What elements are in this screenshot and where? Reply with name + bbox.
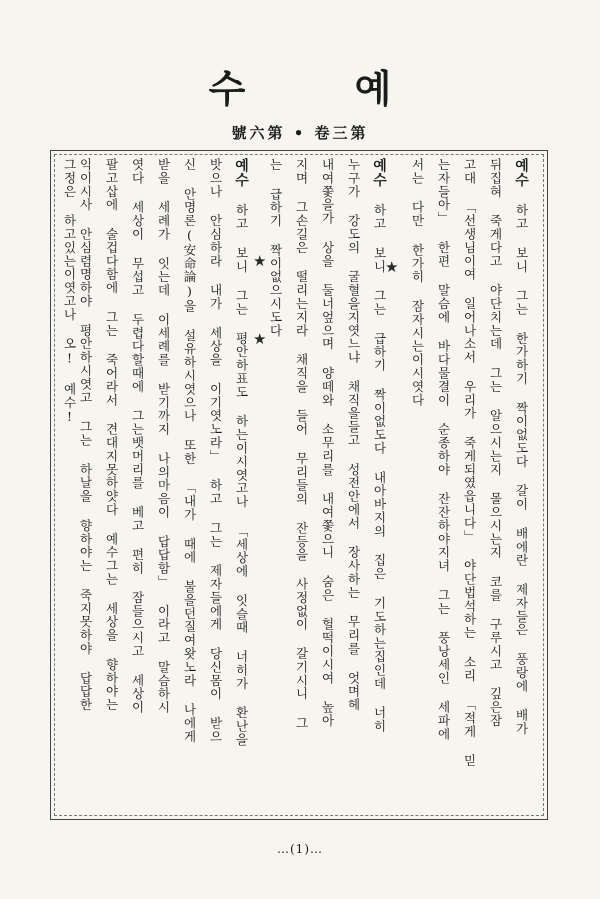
column-lead: 예수 [233, 158, 249, 188]
column-text: 밧으나 안심하라 내가 세상을 이기엿노라」 하고 그는 제자들에게 당신몸이 받으 [208, 158, 223, 744]
section-star-icon: ★ [385, 258, 399, 276]
column-text: 하고 보니 그는 평안하표도 하는이시엿고나 「세상에 잇슬때 너히가 환난을 [234, 187, 249, 747]
text-column [508, 158, 534, 810]
column-lead: 예수 [371, 158, 387, 188]
text-column [340, 158, 366, 810]
text-column [366, 158, 392, 810]
column-text: 는 급하기 짝이없으시도다 [268, 158, 283, 338]
section-star-icon: ★ [253, 252, 267, 270]
column-text: 익이시사 안심렴명하야 평안하시엿고 그는 하날을 향하야는 죽지못하야 답답한 [78, 158, 93, 712]
magazine-title: 수 예 [208, 66, 440, 111]
column-text: 고대 「선생님이여 일어나소서 우리가 죽게되였읍니다」 야단법석하는 소리 「적게 믿 [462, 158, 477, 768]
issue-line: 號六第 • 卷三第 [231, 124, 369, 142]
column-text: 뒤집혀 죽게다고 야단치는데 그는 알으시는지 몰으시는지 코를 구루시고 깊은잠 [488, 158, 503, 728]
column-text: 팔고삽에 술겁다함에 그는 죽어라서 견대지못하얏다 예수그는 세상을 향하야는 [104, 158, 119, 712]
text-column [456, 158, 482, 810]
column-text: 는자들아」 한편 말슴에 바다물결이 순종하야 잔잔하야지녀 그는 풍낭세인 세파에 [436, 158, 451, 741]
text-column [288, 158, 314, 810]
text-column [176, 158, 202, 810]
text-column [98, 158, 124, 810]
column-text: 신 안명론(安命論)을 설유하시엿으나 또한 「내가 때에 불을던질여왓노라 나에게 [182, 158, 197, 744]
column-text: 서는 다만 한가히 잠자시는이시엿다 [410, 158, 425, 407]
text-column [314, 158, 340, 810]
column-text: 받을 세례가 잇는데 이세례를 받기까지 나의마음이 답답함」 이라고 말슴하시 [156, 158, 171, 714]
column-text: 내여쫓을가 상을 둘너엎으며 양떼와 소무리를 내여쫓으니 숨은 헐떡이시여 높아 [320, 158, 335, 728]
column-text: 엿다 세상이 무섭고 두렵다할때에 그는뱃머리를 베고 편히 잠들으시고 세상이 [130, 158, 145, 714]
text-column [124, 158, 150, 810]
column-text: 지며 그손길은 떨리는지라 채직을 들어 무리들의 잔등을 사정없이 갈기시니 그 [294, 158, 309, 730]
text-column [404, 158, 430, 810]
text-column [150, 158, 176, 810]
column-text: 그정은 하고있는이엿고나 오! 예수! [62, 158, 77, 426]
column-text: 누구가 강도의 굴혈을지엿느냐 채직을들고 성전안에서 장사하는 무리를 엇며헤 [346, 158, 361, 712]
text-column [202, 158, 228, 810]
page-number: …(1)… [277, 842, 323, 856]
text-column [56, 158, 82, 810]
text-column [430, 158, 456, 810]
column-text: 하고 보니 그는 급하기 짝이없도다 내아바지의 집은 기도하는집인데 너히 [372, 187, 387, 733]
text-column [228, 158, 254, 810]
column-text: 하고 보니 그는 한가하기 짝이없도다 갈이 배에란 제자들은 풍랑에 배가 [514, 187, 529, 736]
section-star-icon: ★ [253, 330, 267, 348]
column-lead: 예수 [513, 158, 529, 188]
text-column [482, 158, 508, 810]
